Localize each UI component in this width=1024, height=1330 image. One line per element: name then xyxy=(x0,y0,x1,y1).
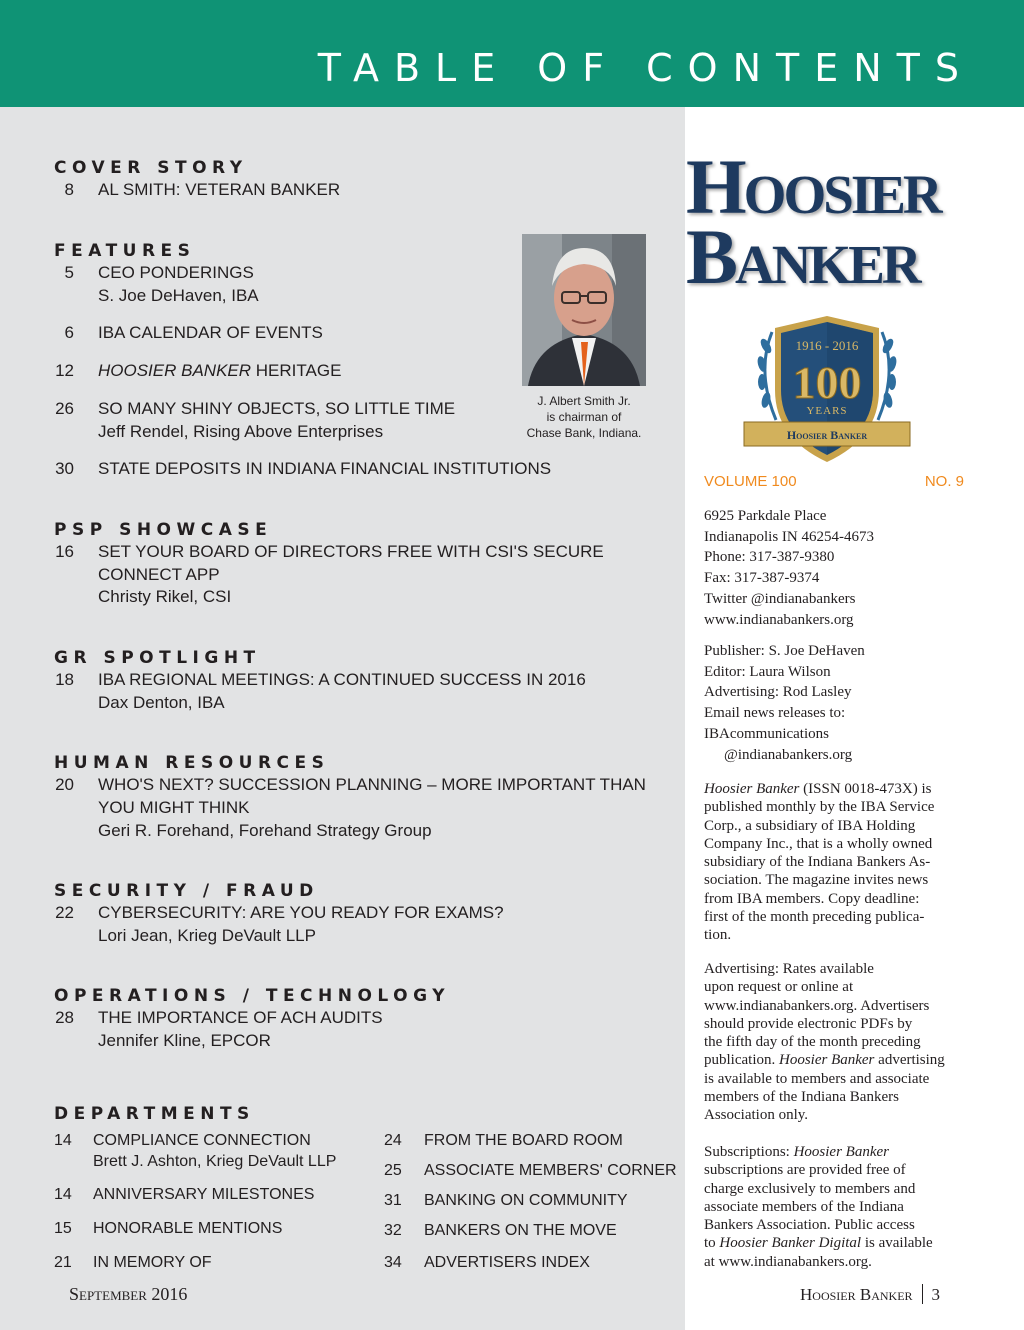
article-author: S. Joe DeHaven, IBA xyxy=(98,286,259,305)
subscriptions-line: at www.indianabankers.org. xyxy=(704,1253,872,1270)
address-line: Indianapolis IN 46254-4673 xyxy=(704,528,874,545)
department-author: Brett J. Ashton, Krieg DeVault LLP xyxy=(93,1153,337,1170)
article-title[interactable]: SO MANY SHINY OBJECTS, SO LITTLE TIME xyxy=(98,399,456,418)
masthead-line: Banker xyxy=(686,213,919,300)
page-number: 14 xyxy=(54,1186,72,1203)
article-title[interactable]: SET YOUR BOARD OF DIRECTORS FREE WITH CSI'S SECURE xyxy=(98,542,604,561)
page-number: 25 xyxy=(384,1162,402,1179)
email-label: Email news releases to: xyxy=(704,705,846,722)
title-rest: HERITAGE xyxy=(251,361,342,380)
page-title: TABLE OF CONTENTS xyxy=(317,46,974,90)
header-band xyxy=(0,0,1024,107)
page-number: 26 xyxy=(55,399,74,418)
advertising-line xyxy=(704,1051,974,1069)
about-line: sociation. The magazine invites news xyxy=(704,872,929,889)
fax: Fax: 317-387-9374 xyxy=(704,570,820,587)
page-number: 15 xyxy=(54,1220,72,1237)
page-number: 28 xyxy=(55,1008,74,1027)
masthead-line: Hoosier xyxy=(686,143,940,230)
section-heading-psp-showcase: PSP SHOWCASE xyxy=(54,520,273,540)
about-line: first of the month preceding publica- xyxy=(704,909,925,926)
twitter-handle[interactable]: Twitter @indianabankers xyxy=(704,590,856,607)
page-number: 32 xyxy=(384,1222,402,1239)
page-number: 34 xyxy=(384,1254,402,1271)
section-heading-security-fraud: SECURITY / FRAUD xyxy=(54,881,319,901)
badge-number: 100 xyxy=(792,357,862,408)
article-author: Lori Jean, Krieg DeVault LLP xyxy=(98,926,316,945)
badge-illustration xyxy=(742,312,912,464)
article-title[interactable] xyxy=(98,361,341,381)
portrait-illustration xyxy=(522,234,646,386)
page-number: 8 xyxy=(64,180,74,199)
section-heading-departments: DEPARTMENTS xyxy=(54,1104,255,1124)
subscriptions-line: subscriptions are provided free of xyxy=(704,1162,906,1179)
publication-name: HOOSIER BANKER xyxy=(98,361,252,380)
publication-name: Hoosier Banker Digital xyxy=(719,1235,862,1252)
about-line: from IBA members. Copy deadline: xyxy=(704,890,920,907)
publication-name: Hoosier Banker xyxy=(793,1144,889,1160)
volume-label: VOLUME 100 xyxy=(704,473,797,490)
article-author: Dax Denton, IBA xyxy=(98,693,225,712)
page-number: 31 xyxy=(384,1192,402,1209)
subscriptions-line xyxy=(704,1234,974,1252)
issue-number: NO. 9 xyxy=(924,473,964,490)
article-author: Jennifer Kline, EPCOR xyxy=(98,1031,271,1050)
advertising-line: members of the Indiana Bankers xyxy=(704,1089,899,1106)
article-author: Jeff Rendel, Rising Above Enterprises xyxy=(98,422,384,441)
page-number: 5 xyxy=(64,263,74,282)
about-line: published monthly by the IBA Service xyxy=(704,799,935,816)
subscriptions-line: Bankers Association. Public access xyxy=(704,1217,915,1234)
email-address-continued[interactable]: @indianabankers.org xyxy=(724,746,853,763)
caption-line: is chairman of xyxy=(546,410,622,424)
advertising-line: www.indianabankers.org. Advertisers xyxy=(704,997,930,1014)
page-number: 20 xyxy=(55,775,74,794)
department-title[interactable]: ADVERTISERS INDEX xyxy=(424,1254,590,1271)
section-heading-cover-story: COVER STORY xyxy=(54,158,248,178)
website-link[interactable]: www.indianabankers.org xyxy=(704,611,854,628)
about-line: tion. xyxy=(704,927,732,944)
page-number-footer: 3 xyxy=(931,1285,941,1304)
issue-date: September 2016 xyxy=(69,1284,188,1304)
page-number: 16 xyxy=(55,542,74,561)
email-address[interactable]: IBAcommunications xyxy=(704,725,829,742)
subscriptions-line xyxy=(704,1143,974,1161)
advertising-line: should provide electronic PDFs by xyxy=(704,1015,913,1032)
badge-years-range: 1916 - 2016 xyxy=(795,338,859,353)
subscriptions-line: charge exclusively to members and xyxy=(704,1180,916,1197)
department-title[interactable]: ANNIVERSARY MILESTONES xyxy=(93,1186,315,1203)
publication-name: Hoosier Banker xyxy=(779,1052,875,1069)
contact-block xyxy=(704,506,974,630)
article-title[interactable]: AL SMITH: VETERAN BANKER xyxy=(98,180,341,199)
department-title[interactable]: BANKERS ON THE MOVE xyxy=(424,1222,617,1239)
department-title[interactable]: IN MEMORY OF xyxy=(93,1254,212,1271)
article-title[interactable]: CYBERSECURITY: ARE YOU READY FOR EXAMS? xyxy=(98,903,504,922)
section-heading-features: FEATURES xyxy=(54,241,196,261)
subscriptions-line: associate members of the Indiana xyxy=(704,1198,904,1215)
subscriptions-text: to xyxy=(704,1235,720,1252)
department-title[interactable]: HONORABLE MENTIONS xyxy=(93,1220,283,1237)
article-title[interactable]: WHO'S NEXT? SUCCESSION PLANNING – MORE IMPORTANT THAN xyxy=(98,775,646,794)
article-title[interactable]: IBA CALENDAR OF EVENTS xyxy=(98,323,323,342)
article-title[interactable]: STATE DEPOSITS IN INDIANA FINANCIAL INSTITUTIONS xyxy=(98,459,552,478)
about-line: Corp., a subsidiary of IBA Holding xyxy=(704,817,916,834)
article-title-continued[interactable]: YOU MIGHT THINK xyxy=(98,798,250,817)
advertising-text: advertising xyxy=(874,1052,945,1069)
portrait-photo xyxy=(522,234,646,386)
advertising-line: the fifth day of the month preceding xyxy=(704,1034,921,1051)
advertising-block xyxy=(704,960,974,1125)
subscriptions-block xyxy=(704,1143,974,1271)
editor: Editor: Laura Wilson xyxy=(704,663,831,680)
subscriptions-text: Subscriptions: xyxy=(704,1144,794,1160)
about-line: subsidiary of the Indiana Bankers As- xyxy=(704,854,931,871)
caption-line: Chase Bank, Indiana. xyxy=(526,426,642,440)
page-number: 6 xyxy=(64,323,74,342)
caption-line: J. Albert Smith Jr. xyxy=(537,394,631,408)
badge-ribbon-text: Hoosier Banker xyxy=(786,428,868,442)
page-number: 30 xyxy=(55,459,74,478)
publisher: Publisher: S. Joe DeHaven xyxy=(704,643,865,659)
staff-block xyxy=(704,641,974,765)
advertising-contact: Advertising: Rod Lasley xyxy=(704,684,852,701)
address-line: 6925 Parkdale Place xyxy=(704,508,827,524)
department-title[interactable]: COMPLIANCE CONNECTION xyxy=(93,1132,311,1149)
about-line xyxy=(704,780,974,798)
article-title[interactable]: IBA REGIONAL MEETINGS: A CONTINUED SUCCESS IN 2016 xyxy=(98,670,586,689)
department-title[interactable]: BANKING ON COMMUNITY xyxy=(424,1192,628,1209)
article-title[interactable]: THE IMPORTANCE OF ACH AUDITS xyxy=(98,1008,383,1027)
page-number: 14 xyxy=(54,1132,72,1149)
article-title-continued[interactable]: CONNECT APP xyxy=(98,565,220,584)
footer-divider xyxy=(922,1284,923,1304)
advertising-text: publication. xyxy=(704,1052,779,1069)
advertising-line: Association only. xyxy=(704,1107,809,1124)
section-heading-gr-spotlight: GR SPOTLIGHT xyxy=(54,648,261,668)
article-author: Christy Rikel, CSI xyxy=(98,587,232,606)
badge-years-label: YEARS xyxy=(806,405,848,417)
footer-folio xyxy=(800,1284,940,1305)
article-title[interactable]: CEO PONDERINGS xyxy=(98,263,254,282)
photo-caption xyxy=(522,393,646,441)
page-number: 22 xyxy=(55,903,74,922)
masthead-logo xyxy=(686,143,940,300)
footer-publication: Hoosier Banker xyxy=(800,1285,913,1304)
about-block xyxy=(704,780,974,945)
about-text: (ISSN 0018-473X) is xyxy=(799,781,932,797)
section-heading-operations-technology: OPERATIONS / TECHNOLOGY xyxy=(54,986,451,1006)
page-number: 24 xyxy=(384,1132,402,1149)
about-line: Company Inc., that is a wholly owned xyxy=(704,835,933,852)
advertising-line: Advertising: Rates available xyxy=(704,961,874,977)
publication-name: Hoosier Banker xyxy=(704,781,800,797)
centennial-badge xyxy=(742,312,912,464)
department-title[interactable]: FROM THE BOARD ROOM xyxy=(424,1132,623,1149)
subscriptions-text: is available xyxy=(861,1235,933,1252)
advertising-line: is available to members and associate xyxy=(704,1070,930,1087)
article-author: Geri R. Forehand, Forehand Strategy Group xyxy=(98,821,432,840)
phone: Phone: 317-387-9380 xyxy=(704,549,835,566)
page-number: 12 xyxy=(55,361,74,380)
section-heading-human-resources: HUMAN RESOURCES xyxy=(54,753,330,773)
advertising-line: upon request or online at xyxy=(704,979,854,996)
page-number: 18 xyxy=(55,670,74,689)
department-title[interactable]: ASSOCIATE MEMBERS' CORNER xyxy=(424,1162,677,1179)
page-number: 21 xyxy=(54,1254,72,1271)
